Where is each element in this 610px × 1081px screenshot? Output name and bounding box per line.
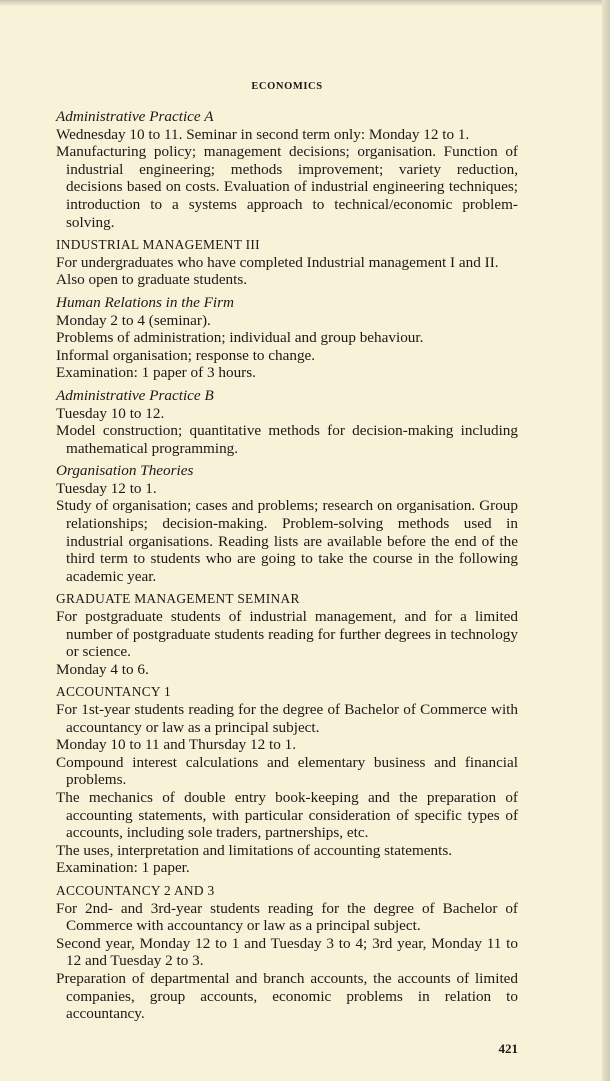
course-subtitle: Administrative Practice B bbox=[56, 386, 214, 404]
course-paragraph: For 2nd- and 3rd-year students reading for the degree of Bachelor of Commerce with accountancy or law as a principal subject. bbox=[56, 899, 518, 935]
course-paragraph: Manufacturing policy; management decisions; organisation. Function of industrial engineering; methods improvement; variety reduction, decisions based on costs. Evaluation of industrial engineering techniques; introduction to a systems approach to technical/economic problem-solving. bbox=[56, 143, 518, 231]
course-paragraph: For 1st-year students reading for the degree of Bachelor of Commerce with accountancy or law as a principal subject. bbox=[56, 701, 518, 736]
course-paragraph: Study of organisation; cases and problems; research on organisation. Group relationships; decision-making. Problem-solving methods used in industrial organisations. Reading lists are available before the end of the third term to students who are going to take the course in the following academic year. bbox=[56, 497, 518, 585]
course-paragraph: Second year, Monday 12 to 1 and Tuesday 3 to 4; 3rd year, Monday 11 to 12 and Tuesday 2 to 3. bbox=[56, 934, 518, 970]
body-text bbox=[56, 108, 518, 1023]
course-paragraph: Model construction; quantitative methods for decision-making including mathematical programming. bbox=[56, 422, 518, 457]
course-heading: ACCOUNTANCY 1 bbox=[56, 684, 172, 700]
course-paragraph: Examination: 1 paper. bbox=[56, 859, 190, 877]
course-section bbox=[56, 590, 518, 678]
course-paragraph: Wednesday 10 to 11. Seminar in second term only: Monday 12 to 1. bbox=[56, 125, 470, 143]
course-paragraph: Problems of administration; individual and group behaviour. bbox=[56, 329, 424, 347]
course-section bbox=[56, 462, 518, 585]
course-section bbox=[56, 882, 518, 1023]
course-section bbox=[56, 236, 518, 289]
course-section bbox=[56, 683, 518, 877]
course-paragraph: The uses, interpretation and limitations of accounting statements. bbox=[56, 841, 453, 859]
course-heading: INDUSTRIAL MANAGEMENT III bbox=[56, 237, 260, 253]
course-paragraph: Monday 4 to 6. bbox=[56, 660, 149, 678]
course-subtitle: Administrative Practice A bbox=[56, 108, 214, 125]
course-paragraph: The mechanics of double entry book-keeping and the preparation of accounting statements, with particular consideration of specific types of accounts, including sole traders, partnerships, etc. bbox=[56, 788, 518, 842]
course-paragraph: Tuesday 12 to 1. bbox=[56, 479, 157, 497]
course-paragraph: Monday 2 to 4 (seminar). bbox=[56, 311, 211, 329]
running-head: ECONOMICS bbox=[251, 81, 323, 92]
course-paragraph: Informal organisation; response to change. bbox=[56, 346, 316, 364]
course-paragraph: Also open to graduate students. bbox=[56, 271, 248, 289]
course-paragraph: Examination: 1 paper of 3 hours. bbox=[56, 364, 256, 382]
course-section bbox=[56, 294, 518, 382]
course-heading: GRADUATE MANAGEMENT SEMINAR bbox=[56, 591, 300, 607]
page-number: 421 bbox=[498, 1040, 518, 1056]
course-paragraph: Compound interest calculations and elementary business and financial problems. bbox=[56, 753, 518, 789]
course-subtitle: Human Relations in the Firm bbox=[56, 293, 235, 311]
course-paragraph: Monday 10 to 11 and Thursday 12 to 1. bbox=[56, 736, 297, 754]
course-subtitle: Organisation Theories bbox=[56, 462, 194, 480]
page-right-edge bbox=[602, 0, 610, 1081]
course-paragraph: For postgraduate students of industrial management, and for a limited number of postgraduate students reading for further degrees in technology or science. bbox=[56, 608, 518, 661]
course-paragraph: Preparation of departmental and branch accounts, the accounts of limited companies, group accounts, economic problems in relation to accountancy. bbox=[56, 969, 518, 1023]
course-section bbox=[56, 387, 518, 457]
course-heading: ACCOUNTANCY 2 AND 3 bbox=[56, 882, 215, 898]
page-content bbox=[56, 0, 518, 1081]
course-paragraph: Tuesday 10 to 12. bbox=[56, 404, 165, 422]
course-paragraph: For undergraduates who have completed Industrial management I and II. bbox=[56, 253, 499, 271]
course-section bbox=[56, 108, 518, 231]
